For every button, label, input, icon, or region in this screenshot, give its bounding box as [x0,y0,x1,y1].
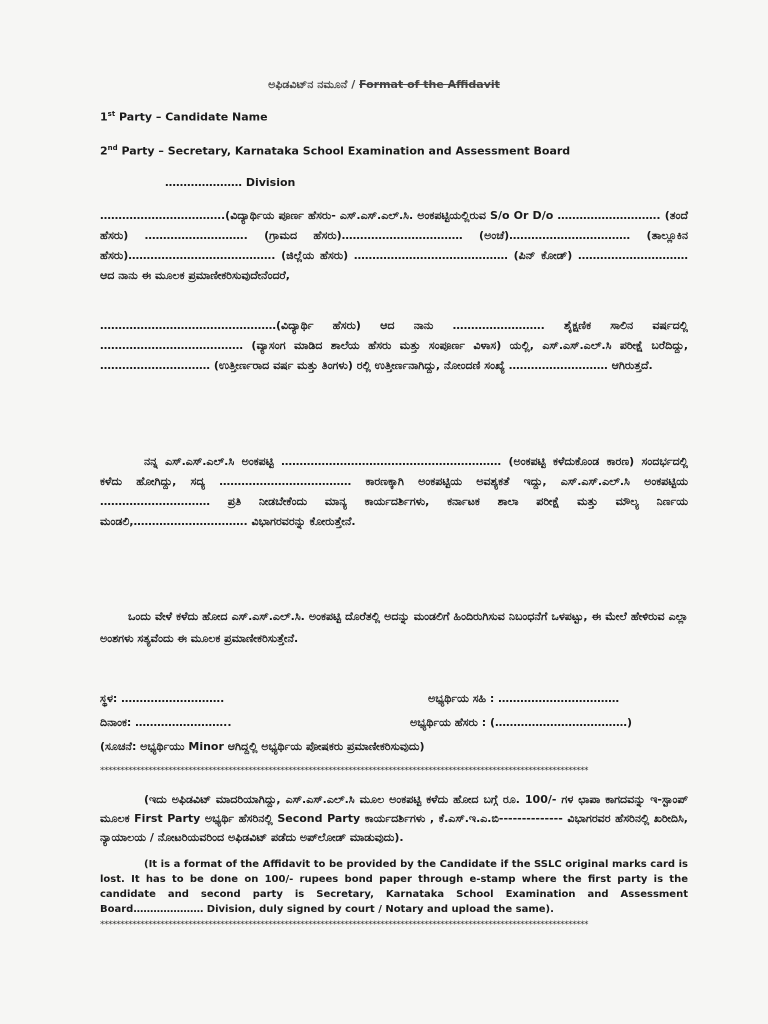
title-english: Format of the Affidavit [359,78,500,91]
paragraph-school-details: …………………………………………(ವಿದ್ಯಾರ್ಥಿ ಹೆಸರು) ಆದ ನಾನು ……………………. ಶೈಕ್ಷಣಿಕ ಸಾಲಿನ ವರ್ಷದಲ್ಲಿ ………………………………… (ವ್ಯಾಸಂಗ ಮಾಡಿದ ಶಾಲೆಯ ಹೆಸರು ಮತ್ತು ಸಂಪೂರ್ಣ ವಿಳಾಸ) ಯಲ್ಲಿ, ಎಸ್.ಎಸ್.ಎಲ್.ಸಿ ಪರೀಕ್ಷೆ ಬರೆದಿದ್ದು, ………………………… (ಉತ್ತೀರ್ಣರಾದ ವರ್ಷ ಮತ್ತು ತಿಂಗಳು) ರಲ್ಲಿ ಉತ್ತೀರ್ಣನಾಗಿದ್ದು, ನೋಂದಣಿ ಸಂಖ್ಯೆ ……………………… ಆಗಿರುತ್ತದೆ. [100,319,688,372]
divider-stars-bottom: ************************************************************************************************************************** [100,920,588,930]
title-kannada: ಅಫಿಡವಿಟ್‌ನ ನಮೂನೆ / [268,78,360,91]
division-line: ………………… Division [165,176,296,189]
second-party-sup: nd [107,144,118,152]
paragraph-lost-marks-card: ನನ್ನ ಎಸ್.ಎಸ್.ಎಲ್.ಸಿ ಅಂಕಪಟ್ಟಿ …………………………………………………… (ಅಂಕಪಟ್ಟಿ ಕಳೆದುಕೊಂಡ ಕಾರಣ) ಸಂದರ್ಭದಲ್ಲಿ ಕಳೆದು ಹೋಗಿದ್ದು, ಸದ್ಯ ……………………………… ಕಾರಣಕ್ಕಾಗಿ ಅಂಕಪಟ್ಟಿಯ ಅವಶ್ಯಕತೆ ಇದ್ದು, ಎಸ್.ಎಸ್.ಎಲ್.ಸಿ ಅಂಕಪಟ್ಟಿಯ ………………………… ಪ್ರತಿ ನೀಡಬೇಕೆಂದು ಮಾನ್ಯ ಕಾರ್ಯದರ್ಶಿಗಳು, ಕರ್ನಾಟಕ ಶಾಲಾ ಪರೀಕ್ಷೆ ಮತ್ತು ಮೌಲ್ಯ ನಿರ್ಣಯ ಮಂಡಲಿ,…………………………. ವಿಭಾಗರವರನ್ನು ಕೋರುತ್ತೇನೆ. [100,455,688,528]
second-party-num: 2 [100,144,108,158]
minor-note: (ಸೂಚನೆ: ಅಭ್ಯರ್ಥಿಯು Minor ಆಗಿದ್ದಲ್ಲಿ ಅಭ್ಯರ್ಥಿಯ ಪೋಷಕರು ಪ್ರಮಾಣೀಕರಿಸುವುದು) [100,740,425,753]
paragraph-candidate-details: …………………………….(ವಿದ್ಯಾರ್ಥಿಯ ಪೂರ್ಣ ಹೆಸರು- ಎಸ್.ಎಸ್.ಎಲ್.ಸಿ. ಅಂಕಪಟ್ಟಿಯಲ್ಲಿರುವ S/o Or D/o ………………………. (ತಂದೆ ಹೆಸರು) ………………………. (ಗ್ರಾಮದ ಹೆಸರು)…………………………… (ಅಂಚೆ)…………………………… (ತಾಲ್ಲೂಕಿನ ಹೆಸರು)…………………………………. (ಜಿಲ್ಲೆಯ ಹೆಸರು) …………………………………… (ಪಿನ್ ಕೋಡ್) ………………………… ಆದ ನಾನು ಈ ಮೂಲಕ ಪ್ರಮಾಣೀಕರಿಸುವುದೇನೆಂದರೆ, [100,209,688,282]
second-party-text: Party – Secretary, Karnataka School Examination and Assessment Board [117,144,571,158]
candidate-name-field: ಅಭ್ಯರ್ಥಿಯ ಹೆಸರು : (………………………………) [410,716,633,729]
instruction-english: (It is a format of the Affidavit to be provided by the Candidate if the SSLC original marks card is lost. It has to be done on 100/- rupees bond paper through e-stamp where the first party is the candidate and second party is Secretary, Karnataka School Examination and Assessment Board………………… Division, duly signed by court / Notary and upload the same). [100,859,688,915]
divider-stars-top: ************************************************************************************************************************** [100,766,588,776]
candidate-signature-field: ಅಭ್ಯರ್ಥಿಯ ಸಹಿ : …………………………… [428,692,620,705]
date-field: ದಿನಾಂಕ: …………………….. [100,716,232,729]
page-title [0,78,768,92]
place-field: ಸ್ಥಳ: ………………………. [100,692,225,705]
instruction-kannada: (ಇದು ಅಫಿಡವಿಟ್ ಮಾದರಿಯಾಗಿದ್ದು, ಎಸ್.ಎಸ್.ಎಲ್.ಸಿ ಮೂಲ ಅಂಕಪಟ್ಟಿ ಕಳೆದು ಹೋದ ಬಗ್ಗೆ ರೂ. 100/- ಗಳ ಛಾಪಾ ಕಾಗದವನ್ನು ಇ-ಸ್ಟಾಂಪ್ ಮೂಲಕ First Party ಅಭ್ಯರ್ಥಿ ಹೆಸರಿನಲ್ಲಿ Second Party ಕಾರ್ಯದರ್ಶಿಗಳು , ಕೆ.ಎಸ್.ಇ.ಎ.ಬಿ-------------- ವಿಭಾಗರವರ ಹೆಸರಿನಲ್ಲಿ ಖರೀದಿಸಿ, ನ್ಯಾಯಾಲಯ / ನೋಟರಿಯವರಿಂದ ಅಫಿಡವಿಟ್ ಪಡೆದು ಅಪ್‌ಲೋಡ್ ಮಾಡುವುದು). [100,793,688,844]
paragraph-declaration: ಒಂದು ವೇಳೆ ಕಳೆದು ಹೋದ ಎಸ್.ಎಸ್.ಎಲ್.ಸಿ. ಅಂಕಪಟ್ಟಿ ದೊರೆತಲ್ಲಿ ಅದನ್ನು ಮಂಡಲಿಗೆ ಹಿಂದಿರುಗಿಸುವ ನಿಬಂಧನೆಗೆ ಒಳಪಟ್ಟು, ಈ ಮೇಲೆ ಹೇಳಿರುವ ಎಲ್ಲಾ ಅಂಶಗಳು ಸತ್ಯವೆಂದು ಈ ಮೂಲಕ ಪ್ರಮಾಣೀಕರಿಸುತ್ತೇನೆ. [100,610,688,645]
first-party-text: Party – Candidate Name [115,110,268,124]
second-party-line [100,144,570,158]
first-party-num: 1 [100,110,108,124]
first-party-sup: st [107,110,116,118]
first-party-line [100,110,268,124]
